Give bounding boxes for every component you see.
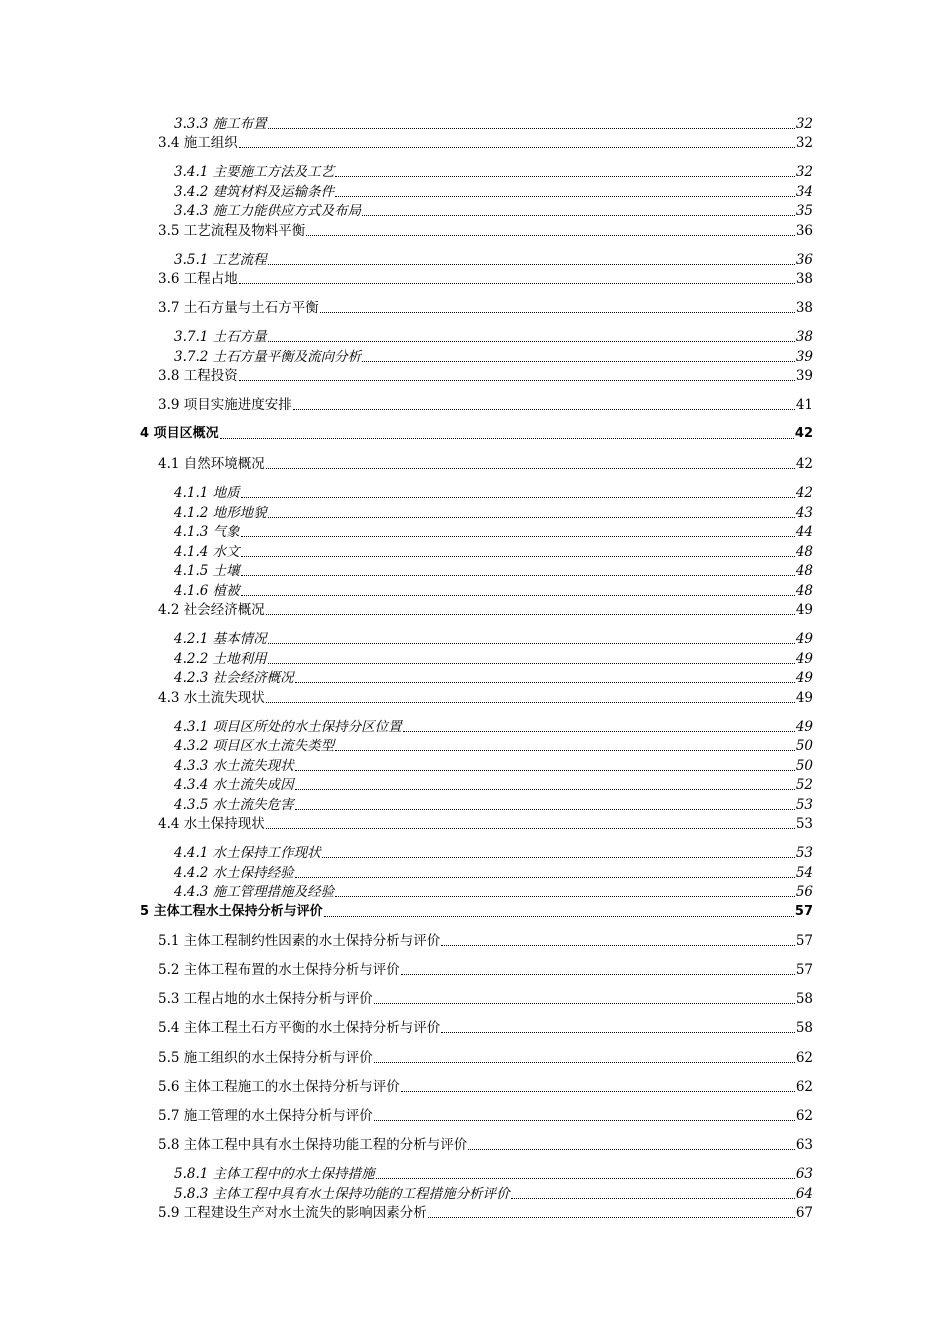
toc-entry-page-number: 44 xyxy=(795,524,813,540)
dot-leader xyxy=(306,234,795,236)
toc-entry-title: 5.4 主体工程土石方平衡的水土保持分析与评价 xyxy=(158,1020,441,1036)
toc-entry-title: 4 项目区概况 xyxy=(140,426,219,441)
toc-entry-page-number: 39 xyxy=(795,349,813,365)
toc-entry-title: 4.4.2 水土保持经验 xyxy=(174,865,294,881)
dot-leader xyxy=(220,437,794,439)
toc-entry-title: 3.4.3 施工力能供应方式及布局 xyxy=(174,203,362,219)
toc-entry[interactable] xyxy=(140,522,813,542)
toc-entry[interactable] xyxy=(140,629,813,649)
dot-leader xyxy=(239,146,795,148)
toc-entry-title: 4.1 自然环境概况 xyxy=(158,456,265,472)
toc-entry-page-number: 32 xyxy=(795,135,813,151)
toc-entry[interactable] xyxy=(140,600,813,620)
toc-entry-title: 4.1.5 土壤 xyxy=(174,563,240,579)
toc-entry-title: 4.4.3 施工管理措施及经验 xyxy=(174,884,335,900)
dot-leader xyxy=(266,827,795,829)
dot-leader xyxy=(241,535,795,537)
toc-entry-page-number: 57 xyxy=(794,904,813,919)
toc-entry-title: 4.4 水土保持现状 xyxy=(158,816,265,832)
toc-entry[interactable] xyxy=(140,1048,813,1068)
toc-entry-page-number: 34 xyxy=(795,184,813,200)
toc-entry[interactable] xyxy=(140,162,813,182)
toc-entry-title: 4.3.4 水土流失成因 xyxy=(174,777,294,793)
dot-leader xyxy=(268,662,795,664)
toc-entry-title: 4.1.6 植被 xyxy=(174,583,240,599)
toc-entry-page-number: 64 xyxy=(795,1186,813,1202)
toc-entry-title: 4.2 社会经济概况 xyxy=(158,602,265,618)
toc-entry[interactable] xyxy=(140,863,813,883)
toc-entry[interactable] xyxy=(140,114,813,134)
dot-leader xyxy=(376,1177,795,1179)
toc-entry[interactable] xyxy=(140,503,813,523)
dot-leader xyxy=(239,282,795,284)
toc-entry[interactable] xyxy=(140,960,813,980)
dot-leader xyxy=(401,973,795,975)
dot-leader xyxy=(295,808,795,810)
toc-entry-page-number: 35 xyxy=(795,203,813,219)
toc-entry-title: 4.2.2 土地利用 xyxy=(174,651,267,667)
toc-entry-page-number: 42 xyxy=(795,456,813,472)
toc-entry-page-number: 57 xyxy=(795,962,813,978)
dot-leader xyxy=(320,311,795,313)
toc-entry-page-number: 38 xyxy=(795,271,813,287)
dot-leader xyxy=(241,574,795,576)
toc-entry[interactable] xyxy=(140,882,813,902)
toc-entry-title: 4.3.1 项目区所处的水土保持分区位置 xyxy=(174,719,402,735)
toc-entry[interactable] xyxy=(140,561,813,581)
toc-entry-page-number: 49 xyxy=(795,719,813,735)
toc-entry-title: 5.9 工程建设生产对水土流失的影响因素分析 xyxy=(158,1205,427,1221)
toc-entry[interactable] xyxy=(140,931,813,951)
toc-entry-page-number: 32 xyxy=(795,164,813,180)
toc-entry[interactable] xyxy=(140,327,813,347)
toc-entry-page-number: 56 xyxy=(795,884,813,900)
toc-entry[interactable] xyxy=(140,775,813,795)
toc-entry-page-number: 32 xyxy=(795,116,813,132)
toc-entry-title: 5.8 主体工程中具有水土保持功能工程的分析与评价 xyxy=(158,1137,468,1153)
toc-entry-page-number: 62 xyxy=(795,1050,813,1066)
toc-entry-page-number: 42 xyxy=(794,426,813,441)
dot-leader xyxy=(403,730,795,732)
toc-entry-page-number: 49 xyxy=(795,690,813,706)
dot-leader xyxy=(374,1119,795,1121)
toc-entry[interactable] xyxy=(140,133,813,153)
toc-entry[interactable] xyxy=(140,1106,813,1126)
dot-leader xyxy=(335,175,795,177)
toc-entry[interactable] xyxy=(140,1135,813,1155)
toc-entry-title: 3.5 工艺流程及物料平衡 xyxy=(158,223,306,239)
toc-entry[interactable] xyxy=(140,201,813,221)
toc-entry[interactable] xyxy=(140,250,813,270)
toc-entry-title: 3.7.2 土石方量平衡及流向分析 xyxy=(174,349,362,365)
toc-entry[interactable] xyxy=(140,483,813,503)
toc-entry-page-number: 36 xyxy=(795,223,813,239)
toc-entry[interactable] xyxy=(140,902,813,922)
toc-entry-page-number: 50 xyxy=(795,758,813,774)
toc-entry[interactable] xyxy=(140,395,813,415)
toc-entry[interactable] xyxy=(140,1203,813,1223)
toc-entry-page-number: 62 xyxy=(795,1079,813,1095)
dot-leader xyxy=(241,496,795,498)
dot-leader xyxy=(295,681,795,683)
dot-leader xyxy=(295,769,795,771)
toc-entry-page-number: 36 xyxy=(795,252,813,268)
toc-entry-page-number: 38 xyxy=(795,329,813,345)
toc-entry[interactable] xyxy=(140,542,813,562)
toc-entry-title: 5.8.3 主体工程中具有水土保持功能的工程措施分析评价 xyxy=(174,1186,510,1202)
toc-entry-title: 3.5.1 工艺流程 xyxy=(174,252,267,268)
toc-entry-title: 4.2.1 基本情况 xyxy=(174,631,267,647)
toc-entry-page-number: 41 xyxy=(795,397,813,413)
toc-entry-page-number: 49 xyxy=(795,602,813,618)
toc-entry-title: 4.1.4 水文 xyxy=(174,544,240,560)
toc-entry[interactable] xyxy=(140,347,813,367)
toc-entry-page-number: 38 xyxy=(795,300,813,316)
dot-leader xyxy=(441,1031,795,1033)
toc-entry[interactable] xyxy=(140,298,813,318)
toc-entry[interactable] xyxy=(140,182,813,202)
dot-leader xyxy=(362,360,795,362)
toc-entry-title: 4.3.3 水土流失现状 xyxy=(174,758,294,774)
toc-entry-title: 4.1.3 气象 xyxy=(174,524,240,540)
dot-leader xyxy=(362,214,795,216)
toc-entry-title: 5.7 施工管理的水土保持分析与评价 xyxy=(158,1108,373,1124)
toc-entry[interactable] xyxy=(140,1077,813,1097)
dot-leader xyxy=(295,876,795,878)
toc-entry-title: 5.3 工程占地的水土保持分析与评价 xyxy=(158,991,373,1007)
dot-leader xyxy=(441,944,795,946)
toc-entry-page-number: 53 xyxy=(795,797,813,813)
toc-entry-page-number: 48 xyxy=(795,583,813,599)
toc-entry[interactable] xyxy=(140,1164,813,1184)
toc-entry-page-number: 48 xyxy=(795,544,813,560)
toc-entry-page-number: 49 xyxy=(795,651,813,667)
dot-leader xyxy=(293,408,795,410)
dot-leader xyxy=(295,788,795,790)
toc-entry-page-number: 42 xyxy=(795,485,813,501)
toc-entry-title: 3.8 工程投资 xyxy=(158,368,238,384)
dot-leader xyxy=(268,516,795,518)
toc-entry[interactable] xyxy=(140,1018,813,1038)
dot-leader xyxy=(266,613,795,615)
dot-leader xyxy=(241,594,795,596)
toc-entry-title: 4.1.1 地质 xyxy=(174,485,240,501)
toc-entry-page-number: 58 xyxy=(795,1020,813,1036)
dot-leader xyxy=(239,379,795,381)
toc-entry[interactable] xyxy=(140,454,813,474)
toc-entry-title: 5.8.1 主体工程中的水土保持措施 xyxy=(174,1166,375,1182)
toc-entry-title: 5.6 主体工程施工的水土保持分析与评价 xyxy=(158,1079,400,1095)
toc-entry[interactable] xyxy=(140,1184,813,1204)
toc-entry-title: 4.4.1 水土保持工作现状 xyxy=(174,845,321,861)
toc-entry-title: 4.3 水土流失现状 xyxy=(158,690,265,706)
toc-entry[interactable] xyxy=(140,649,813,669)
dot-leader xyxy=(241,555,795,557)
toc-entry-title: 4.3.2 项目区水土流失类型 xyxy=(174,738,335,754)
toc-entry-page-number: 62 xyxy=(795,1108,813,1124)
toc-entry-title: 5 主体工程水土保持分析与评价 xyxy=(140,904,323,919)
dot-leader xyxy=(401,1090,795,1092)
toc-entry-title: 5.2 主体工程布置的水土保持分析与评价 xyxy=(158,962,400,978)
toc-entry-page-number: 67 xyxy=(795,1205,813,1221)
toc-entry-title: 3.6 工程占地 xyxy=(158,271,238,287)
toc-entry-page-number: 52 xyxy=(795,777,813,793)
dot-leader xyxy=(335,895,795,897)
toc-entry-title: 3.3.3 施工布置 xyxy=(174,116,267,132)
toc-entry[interactable] xyxy=(140,989,813,1009)
toc-entry[interactable] xyxy=(140,269,813,289)
toc-entry-page-number: 39 xyxy=(795,368,813,384)
toc-entry-title: 3.9 项目实施进度安排 xyxy=(158,397,292,413)
dot-leader xyxy=(266,467,795,469)
toc-entry-title: 5.1 主体工程制约性因素的水土保持分析与评价 xyxy=(158,933,441,949)
toc-entry-page-number: 49 xyxy=(795,631,813,647)
toc-entry[interactable] xyxy=(140,736,813,756)
toc-entry[interactable] xyxy=(140,424,813,444)
toc-entry[interactable] xyxy=(140,688,813,708)
toc-entry[interactable] xyxy=(140,221,813,241)
toc-entry[interactable] xyxy=(140,717,813,737)
dot-leader xyxy=(335,195,795,197)
dot-leader xyxy=(335,749,795,751)
dot-leader xyxy=(268,263,795,265)
toc-entry-title: 4.2.3 社会经济概况 xyxy=(174,670,294,686)
toc-entry-page-number: 53 xyxy=(795,845,813,861)
toc-entry-title: 3.4 施工组织 xyxy=(158,135,238,151)
toc-entry[interactable] xyxy=(140,366,813,386)
toc-entry-page-number: 57 xyxy=(795,933,813,949)
toc-entry-page-number: 63 xyxy=(795,1137,813,1153)
toc-entry-title: 3.4.2 建筑材料及运输条件 xyxy=(174,184,335,200)
toc-entry-title: 4.3.5 水土流失危害 xyxy=(174,797,294,813)
toc-entry[interactable] xyxy=(140,843,813,863)
dot-leader xyxy=(324,915,794,917)
dot-leader xyxy=(268,340,795,342)
toc-entry-page-number: 49 xyxy=(795,670,813,686)
toc-entry[interactable] xyxy=(140,795,813,815)
dot-leader xyxy=(374,1002,795,1004)
toc-entry-page-number: 54 xyxy=(795,865,813,881)
toc-entry-title: 3.7.1 土石方量 xyxy=(174,329,267,345)
toc-entry-title: 3.7 土石方量与土石方平衡 xyxy=(158,300,319,316)
toc-entry-page-number: 50 xyxy=(795,738,813,754)
toc-entry-title: 5.5 施工组织的水土保持分析与评价 xyxy=(158,1050,373,1066)
toc-entry-page-number: 53 xyxy=(795,816,813,832)
toc-entry-title: 4.1.2 地形地貌 xyxy=(174,505,267,521)
toc-entry[interactable] xyxy=(140,814,813,834)
dot-leader xyxy=(322,856,795,858)
dot-leader xyxy=(428,1216,795,1218)
dot-leader xyxy=(511,1197,795,1199)
toc-entry-page-number: 63 xyxy=(795,1166,813,1182)
dot-leader xyxy=(268,127,795,129)
toc-entry[interactable] xyxy=(140,756,813,776)
toc-entry-title: 3.4.1 主要施工方法及工艺 xyxy=(174,164,335,180)
toc-entry[interactable] xyxy=(140,668,813,688)
dot-leader xyxy=(268,642,795,644)
toc-entry-page-number: 48 xyxy=(795,563,813,579)
toc-entry-page-number: 43 xyxy=(795,505,813,521)
toc-entry[interactable] xyxy=(140,581,813,601)
dot-leader xyxy=(374,1061,795,1063)
dot-leader xyxy=(468,1148,795,1150)
toc-entry-page-number: 58 xyxy=(795,991,813,1007)
dot-leader xyxy=(266,701,795,703)
